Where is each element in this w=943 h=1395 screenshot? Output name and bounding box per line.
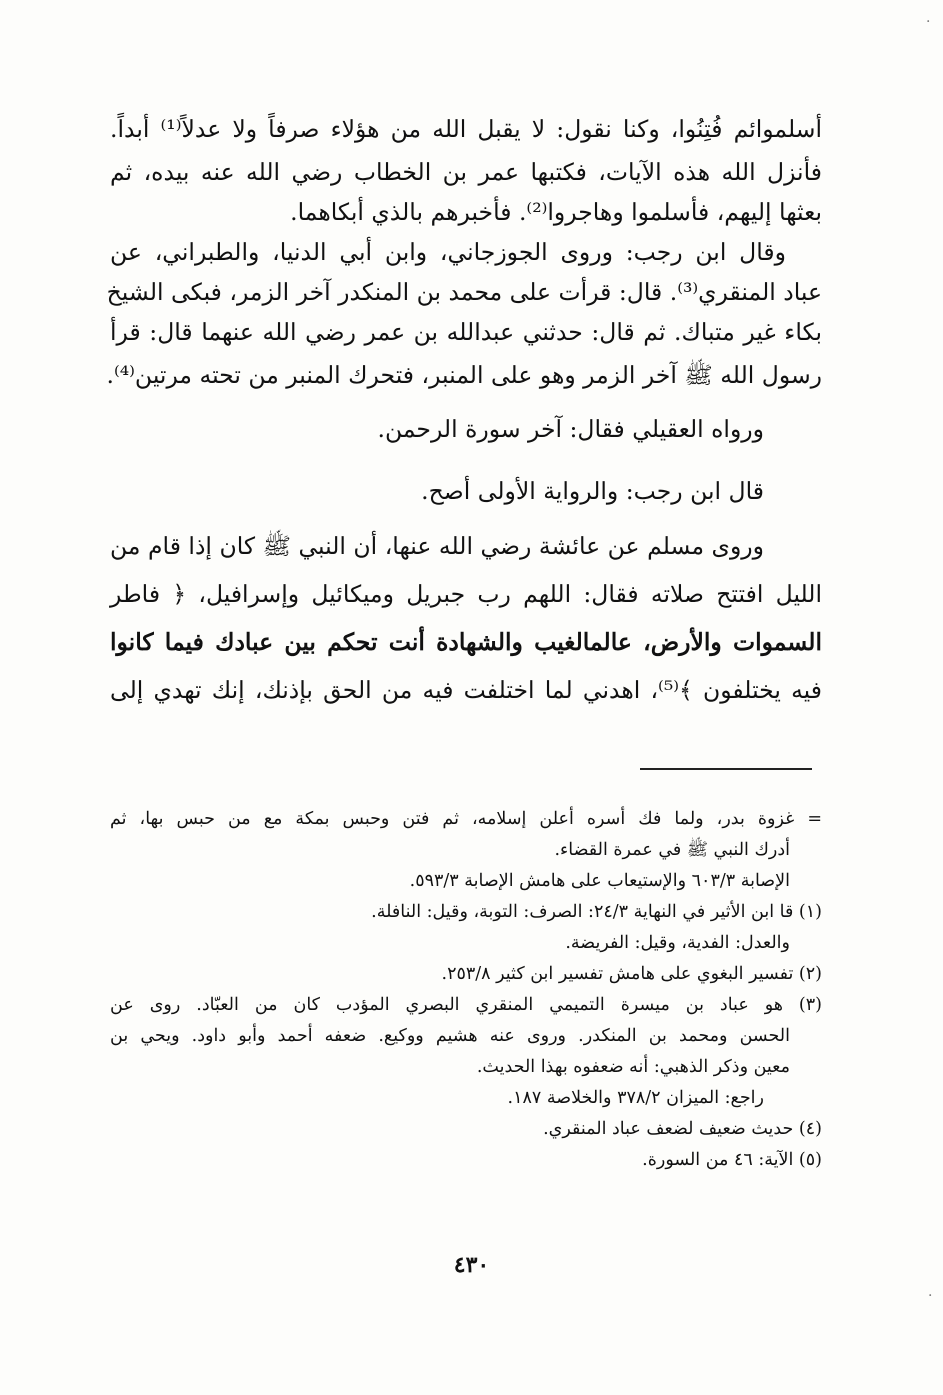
footnote-line: (٥) الآية: ٤٦ من السورة. (642, 1150, 822, 1170)
scan-mark: · (928, 1288, 933, 1304)
text-line: أسلموائم فُتِنُوا، وكنا نقول: لا يقبل الله من هؤلاء صرفاً ولا عدلاً⁽¹⁾ أبداً. (110, 115, 823, 143)
text-line: رسول الله ﷺ آخر الزمر وهو على المنبر، فتحرك المنبر من تحته مرتين⁽⁴⁾. (106, 361, 822, 389)
text-line: قال ابن رجب: والرواية الأولى أصح. (421, 477, 764, 505)
text-line: ورواه العقيلي فقال: آخر سورة الرحمن. (377, 415, 764, 443)
footnote-line: والعدل: الفدية، وقيل: الفريضة. (565, 933, 790, 953)
footnote-line: راجع: الميزان ٣٧٨/٢ والخلاصة ١٨٧. (507, 1088, 764, 1108)
text-line: بكاء غير متباك. ثم قال: حدثني عبدالله بن عمر رضي الله عنهما قال: قرأ (110, 318, 822, 346)
text-line: بعثها إليهم، فأسلموا وهاجروا⁽²⁾. فأخبرهم بالذي أبكاهما. (290, 198, 822, 226)
footnote-separator (640, 768, 812, 770)
text-line: السموات والأرض، عالمالغيب والشهادة أنت تحكم بين عبادك فيما كانوا (110, 628, 822, 656)
footnote-line: (٣) هو عباد بن ميسرة التميمي المنقري البصري المؤدب كان من العبّاد. روى عن (110, 995, 822, 1015)
footnote-line: معين وذكر الذهبي: أنه ضعفوه بهذا الحديث. (476, 1057, 790, 1077)
text-line: فيه يختلفون ﴾⁽⁵⁾، اهدني لما اختلفت فيه من الحق بإذنك، إنك تهدي إلى (110, 676, 822, 704)
footnote-line: = غزوة بدر، ولما فك أسره أعلن إسلامه، ثم فتن وحبس بمكة مع من حبس بها، ثم (110, 809, 822, 829)
footnote-line: (٢) تفسير البغوي على هامش تفسير ابن كثير ٢٥٣/٨. (441, 964, 822, 984)
scan-mark: · (926, 14, 931, 30)
footnote-line: أدرك النبي ﷺ في عمرة القضاء. (554, 840, 790, 860)
footnote-line: (٤) حديث ضعيف لضعف عباد المنقري. (543, 1119, 822, 1139)
main-text (106, 106, 823, 714)
footnote-line: الإصابة ٦٠٣/٣ والإستيعاب على هامش الإصابة ٥٩٣/٣. (409, 871, 790, 891)
text-line: فأنزل الله هذه الآيات، فكتبها عمر بن الخطاب رضي الله عنه بيده، ثم (110, 158, 822, 186)
footnotes (110, 804, 822, 1176)
text-line: الليل افتتح صلاته فقال: اللهم رب جبريل وميكائيل وإسرافيل، ﴿ فاطر (110, 580, 822, 608)
footnote-line: (١) قا ابن الأثير في النهاية ٢٤/٣: الصرف: التوبة، وقيل: النافلة. (371, 902, 822, 922)
text-line: عباد المنقري⁽³⁾. قال: قرأت على محمد بن المنكدر آخر الزمر، فبكى الشيخ (106, 278, 822, 306)
footnote-line: الحسن ومحمد بن المنكدر. وروى عنه هشيم ووكيع. ضعفه أحمد وأبو داود. ويحي بن (110, 1026, 790, 1046)
page-number: ٤٣٠ (453, 1252, 490, 1278)
text-line: وروى مسلم عن عائشة رضي الله عنها، أن النبي ﷺ كان إذا قام من (110, 532, 764, 560)
text-line: وقال ابن رجب: وروى الجوزجاني، وابن أبي الدنيا، والطبراني، عن (110, 238, 786, 266)
